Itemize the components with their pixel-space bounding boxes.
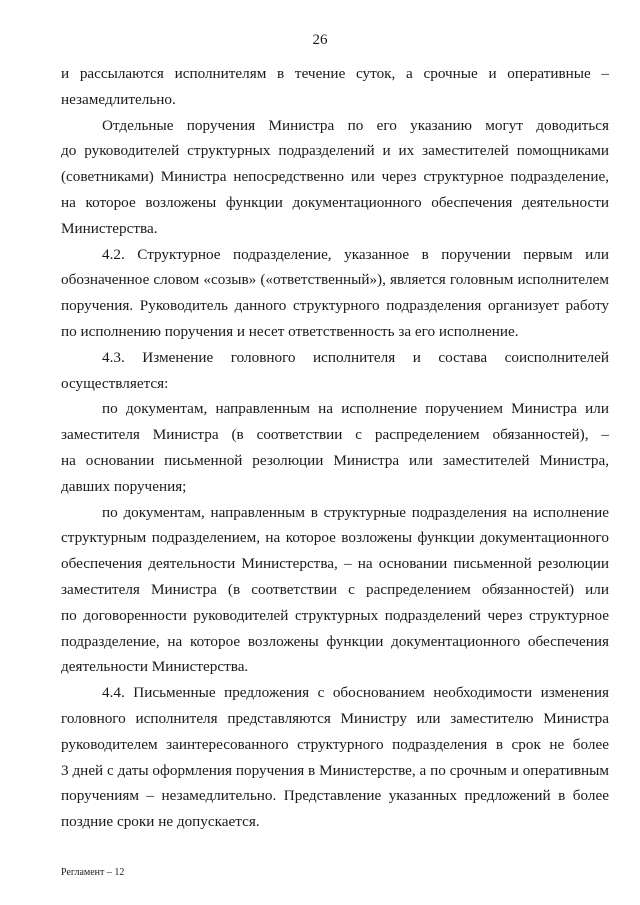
text-line: 4.4. Письменные предложения с обоснованием необходимости изменения: [102, 684, 609, 702]
paragraph-4-3-item-2: [61, 500, 609, 681]
text-line: по исполнению поручения и несет ответственность за его исполнение.: [61, 322, 519, 340]
text-line: по документам, направленным в структурные подразделения на исполнение: [102, 503, 609, 521]
text-line: осуществляется:: [61, 374, 169, 392]
text-line: поручениям – незамедлительно. Представление указанных предложений в более: [61, 787, 609, 805]
paragraph-4-3: [61, 345, 609, 397]
text-line: давших поручения;: [61, 477, 187, 495]
text-line: поздние сроки не допускается.: [61, 813, 260, 831]
text-line: до руководителей структурных подразделений и их заместителей помощниками: [61, 142, 609, 160]
text-line: подразделение, на которое возложены функции документационного обеспечения: [61, 632, 609, 650]
text-line: на которое возложены функции документационного обеспечения деятельности: [61, 193, 609, 211]
text-line: обозначенное словом «созыв» («ответственный»), является головным исполнителем: [61, 271, 609, 289]
paragraph-4-2: [61, 242, 609, 345]
text-line: руководителем заинтересованного структурного подразделения в срок не более: [61, 735, 609, 753]
text-line: незамедлительно.: [61, 90, 176, 108]
text-line: структурным подразделением, на которое возложены функции документационного: [61, 529, 609, 547]
paragraph-ministers-orders: [61, 113, 609, 242]
text-line: по документам, направленным на исполнение поручением Министра или: [102, 400, 609, 418]
page-number: 26: [312, 32, 328, 48]
document-body: [61, 61, 609, 835]
footer-label: Регламент – 12: [61, 867, 125, 878]
text-line: деятельности Министерства.: [61, 658, 249, 676]
text-line: Министерства.: [61, 219, 158, 237]
paragraph-continuation: [61, 61, 609, 113]
paragraph-4-4: [61, 680, 609, 835]
text-line: заместителя Министра (в соответствии с распределением обязанностей) или: [61, 580, 609, 598]
text-line: 4.2. Структурное подразделение, указанное в поручении первым или: [102, 245, 609, 263]
text-line: Отдельные поручения Министра по его указанию могут доводиться: [102, 116, 609, 134]
text-line: заместителя Министра (в соответствии с распределением обязанностей), –: [61, 426, 609, 444]
text-line: на основании письменной резолюции Министра или заместителей Министра,: [61, 451, 609, 469]
text-line: и рассылаются исполнителям в течение суток, а срочные и оперативные –: [61, 65, 609, 82]
text-line: поручения. Руководитель данного структурного подразделения организует работу: [61, 297, 609, 315]
text-line: (советниками) Министра непосредственно или через структурное подразделение,: [61, 168, 609, 186]
text-line: 3 дней с даты оформления поручения в Министерстве, а по срочным и оперативным: [61, 761, 609, 779]
paragraph-4-3-item-1: [61, 396, 609, 499]
text-line: по договоренности руководителей структурных подразделений через структурное: [61, 606, 609, 624]
text-line: головного исполнителя представляются Министру или заместителю Министра: [61, 709, 609, 727]
text-line: обеспечения деятельности Министерства, – на основании письменной резолюции: [61, 555, 609, 573]
text-line: 4.3. Изменение головного исполнителя и состава соисполнителей: [102, 348, 609, 366]
